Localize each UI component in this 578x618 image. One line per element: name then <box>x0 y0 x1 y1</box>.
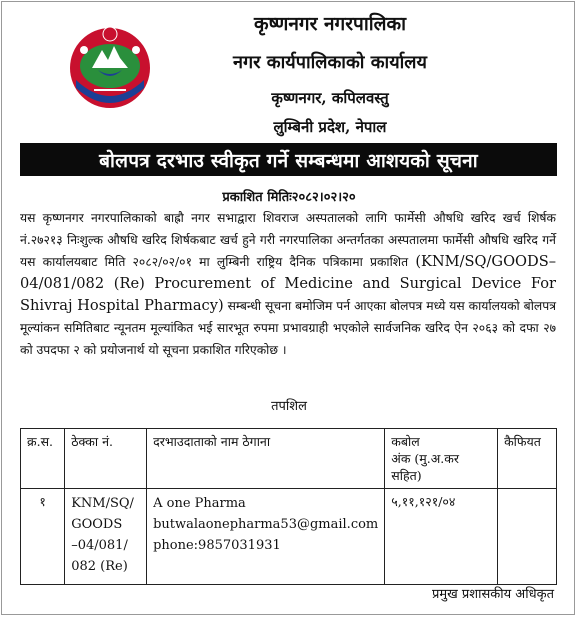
bidder-email: butwalaonepharma53@gmail.com <box>153 517 379 532</box>
cell-sn: १ <box>21 489 65 585</box>
cell-bidder <box>147 489 385 585</box>
header-amount-line2: अंक (मु.अ.कर सहित) <box>391 451 459 483</box>
schedule-label: तपशिल <box>271 399 307 414</box>
office-address: कृष्णनगर, कपिलवस्तु <box>271 89 389 107</box>
office-province: लुम्बिनी प्रदेश, नेपाल <box>273 118 387 136</box>
cell-contract-no <box>65 489 147 585</box>
contract-line: GOODS <box>71 517 123 532</box>
contract-line: 082 (Re) <box>71 559 128 574</box>
notice-text-part2: सम्बन्धी सूचना बमोजिम पर्न आएका बोलपत्र मध्ये यस कार्यालयको बोलपत्र मूल्यांकन समितिबाट न्यूनतम मूल्यांकित भई सारभूत रुपमा प्रभावग्राही भएकोले सार्वजनिक खरिद ऐन २०६३ को दफा २७ को उपदफा २ को प्रयोजनार्थ यो सूचना प्रकाशित गरिएकोछ । <box>20 299 556 357</box>
cell-amount: ५,११,१२१/०४ <box>385 489 498 585</box>
contract-line: KNM/SQ/ <box>71 496 134 511</box>
cell-remarks <box>498 489 557 585</box>
table-header-row <box>21 429 557 489</box>
office-name: नगर कार्यपालिकाको कार्यालय <box>233 52 427 73</box>
bid-table <box>20 428 557 585</box>
header-bidder: दरभाउदाताको नाम ठेगाना <box>147 429 385 489</box>
published-date: प्रकाशित मितिः२०८२।०२।२० <box>222 190 356 205</box>
bidder-name: A one Pharma <box>153 496 246 511</box>
contract-line: –04/081/ <box>71 538 128 553</box>
notice-reference-english: (KNM/SQ/GOODS–04/081/082 (Re) Procurement of Medicine and Surgical Device For Shivraj Hospital Pharmacy) <box>20 253 556 314</box>
header-sn: क्र.स. <box>21 429 65 489</box>
nepal-emblem-icon <box>64 20 156 112</box>
header-amount <box>385 429 498 489</box>
header-amount-line1: कबोल <box>391 434 420 449</box>
table-row <box>21 489 557 585</box>
notice-text-part1: यस कृष्णनगर नगरपालिकाको बाह्रौ नगर सभाद्वारा शिवराज अस्पतालको लागि फार्मेसी औषधि खरिद खर्च शिर्षक नं.२७२१३ निःशुल्क औषधि खरिद शिर्षकबाट खर्च हुने गरी नगरपालिका अन्तर्गतका अस्पतालमा फार्मेसी औषधि खरिद गर्ने यस कार्यालयबाट मिति २०८२/०२/०१ मा लुम्बिनी राष्ट्रिय दैनिक पत्रिकामा प्रकाशित <box>20 211 556 269</box>
header-contract-no: ठेक्का नं. <box>65 429 147 489</box>
signature-title: प्रमुख प्रशासकीय अधिकृत <box>431 587 554 602</box>
header-remarks: कैफियत <box>498 429 557 489</box>
notice-body <box>20 207 556 361</box>
bidder-phone: phone:9857031931 <box>153 538 281 553</box>
notice-title-banner: बोलपत्र दरभाउ स्वीकृत गर्ने सम्बन्धमा आशयको सूचना <box>20 143 557 176</box>
municipality-name: कृष्णनगर नगरपालिका <box>253 13 407 35</box>
